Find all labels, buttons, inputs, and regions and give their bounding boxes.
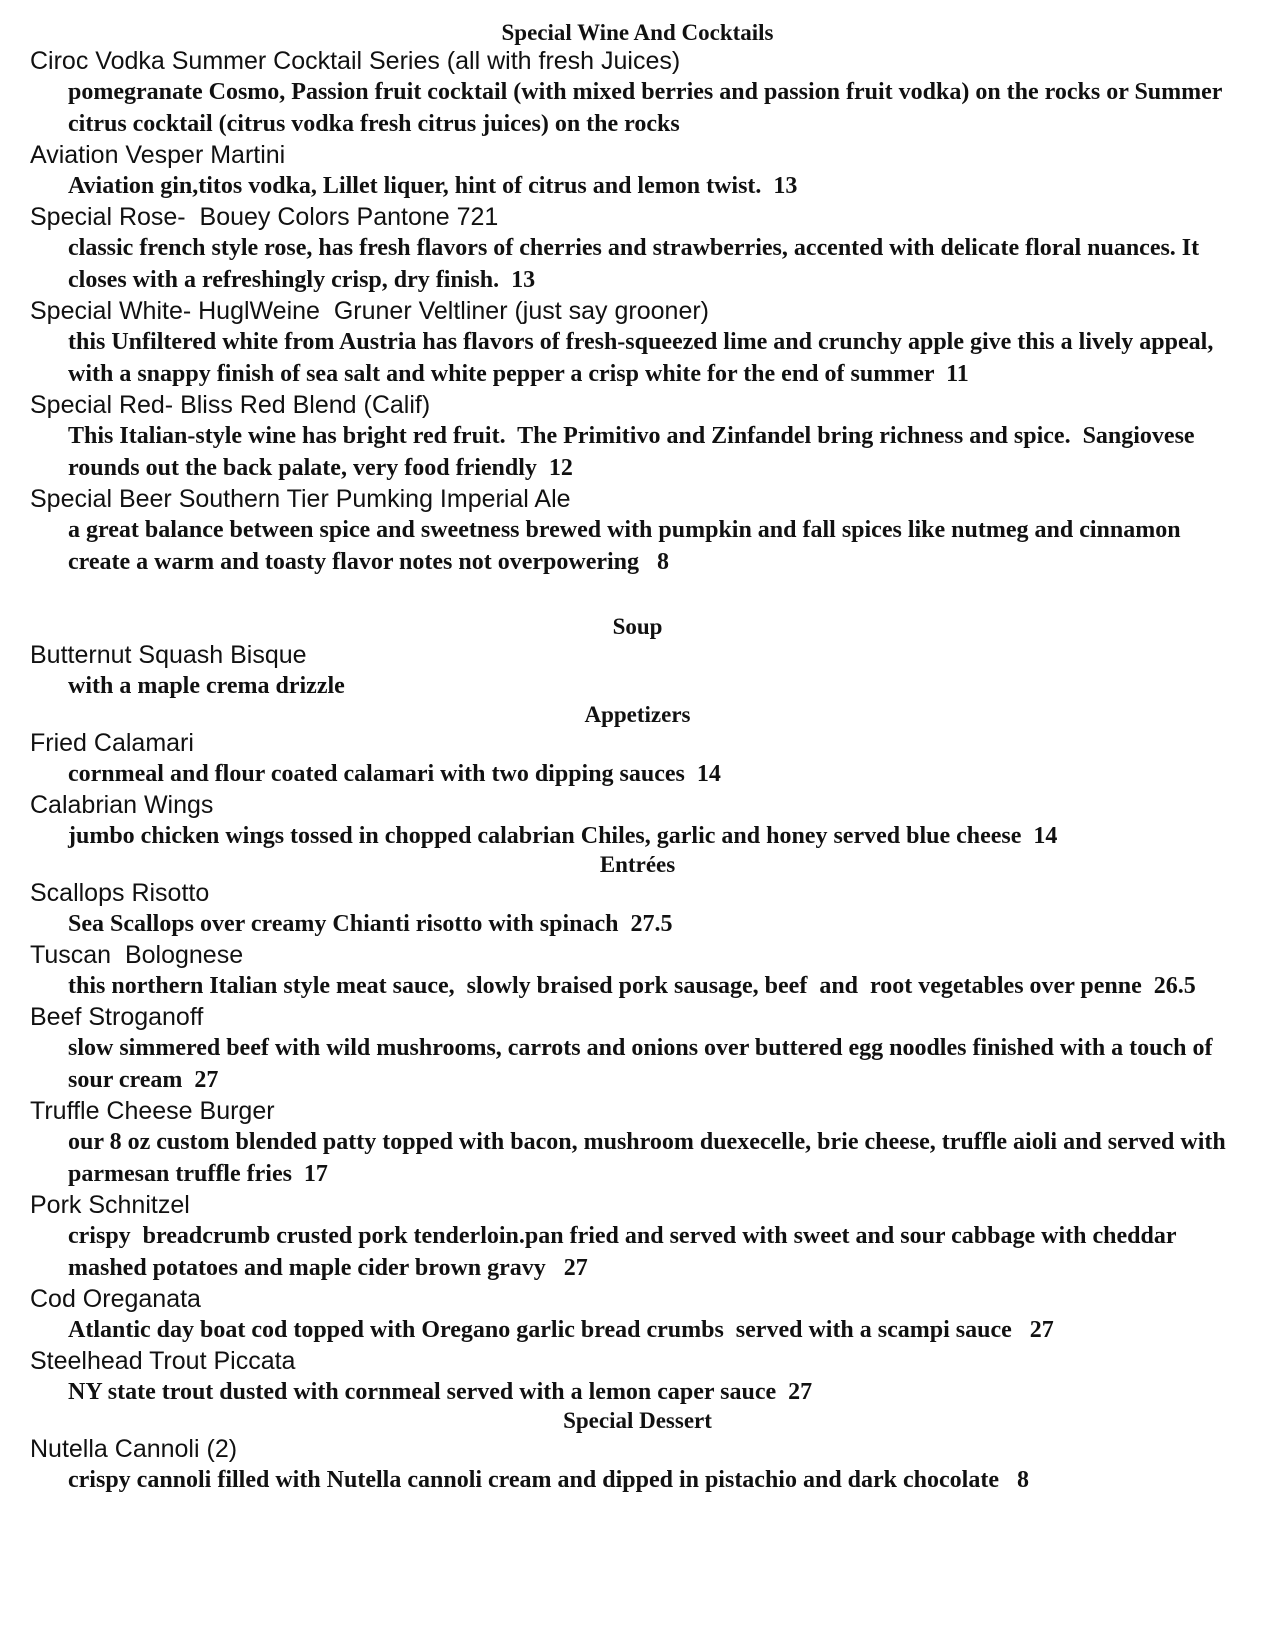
item-description: a great balance between spice and sweetness brewed with pumpkin and fall spices like nutmeg and cinnamon create a warm and toasty flavor notes not overpowering 8 [68,517,1193,575]
menu-item [30,728,1245,790]
item-name: Aviation Vesper Martini [30,141,286,169]
item-name: Special Rose- Bouey Colors Pantone 721 [30,203,499,231]
menu-item [30,1434,1245,1496]
item-description: cornmeal and flour coated calamari with two dipping sauces 14 [68,761,721,787]
menu-item [30,1002,1245,1096]
item-name: Scallops Risotto [30,879,210,907]
item-name: Fried Calamari [30,729,194,757]
item-name: Special Beer Southern Tier Pumking Imperial Ale [30,485,571,513]
item-description: our 8 oz custom blended patty topped with bacon, mushroom duexecelle, brie cheese, truffle aioli and served with parmesan truffle fries 17 [68,1129,1232,1187]
menu-item [30,1284,1245,1346]
appetizers-section [30,702,1245,852]
wine-section [30,20,1245,578]
item-description: slow simmered beef with wild mushrooms, carrots and onions over buttered egg noodles finished with a touch of sour cream 27 [68,1035,1219,1093]
menu-item [30,296,1245,390]
soup-section [30,614,1245,702]
menu-item [30,640,1245,702]
item-description: This Italian-style wine has bright red fruit. The Primitivo and Zinfandel bring richness and spice. Sangiovese rounds out the back palate, very food friendly 12 [68,423,1201,481]
item-name: Pork Schnitzel [30,1191,190,1219]
item-name: Nutella Cannoli (2) [30,1435,238,1463]
item-description: Aviation gin,titos vodka, Lillet liquer, hint of citrus and lemon twist. 13 [68,173,798,199]
section-spacer [30,578,1245,614]
item-name: Ciroc Vodka Summer Cocktail Series (all with fresh Juices) [30,47,681,75]
item-description: this Unfiltered white from Austria has flavors of fresh-squeezed lime and crunchy apple give this a lively appeal, with a snappy finish of sea salt and white pepper a crisp white for the end of summer 11 [68,329,1220,387]
menu-item [30,940,1245,1002]
item-name: Cod Oreganata [30,1285,201,1313]
item-description: NY state trout dusted with cornmeal served with a lemon caper sauce 27 [68,1379,813,1405]
menu-item [30,1096,1245,1190]
menu-item [30,202,1245,296]
item-description: this northern Italian style meat sauce, slowly braised pork sausage, beef and root vegetables over penne 26.5 [68,973,1196,999]
item-name: Steelhead Trout Piccata [30,1347,296,1375]
menu-item [30,390,1245,484]
section-title-appetizers: Appetizers [584,702,691,727]
section-title-wine: Special Wine And Cocktails [501,20,774,45]
menu-item [30,46,1245,140]
item-name: Beef Stroganoff [30,1003,204,1031]
item-name: Butternut Squash Bisque [30,641,307,669]
item-description: with a maple crema drizzle [68,673,345,699]
item-description: pomegranate Cosmo, Passion fruit cocktail (with mixed berries and passion fruit vodka) on the rocks or Summer citrus cocktail (citrus vodka fresh citrus juices) on the rocks [68,79,1228,137]
item-name: Special White- HuglWeine Gruner Veltliner (just say grooner) [30,297,709,325]
item-description: classic french style rose, has fresh flavors of cherries and strawberries, accented with delicate floral nuances. It closes with a refreshingly crisp, dry finish. 13 [68,235,1206,293]
item-name: Truffle Cheese Burger [30,1097,275,1125]
menu-item [30,878,1245,940]
item-description: Atlantic day boat cod topped with Oregano garlic bread crumbs served with a scampi sauce 27 [68,1317,1054,1343]
item-description: crispy breadcrumb crusted pork tenderloin.pan fried and served with sweet and sour cabbage with cheddar mashed potatoes and maple cider brown gravy 27 [68,1223,1183,1281]
section-title-soup: Soup [612,614,663,639]
section-title-entrees: Entrées [599,852,676,877]
entrees-section [30,852,1245,1408]
item-description: crispy cannoli filled with Nutella cannoli cream and dipped in pistachio and dark chocolate 8 [68,1467,1029,1493]
menu-item [30,790,1245,852]
dessert-section [30,1408,1245,1496]
item-description: Sea Scallops over creamy Chianti risotto with spinach 27.5 [68,911,673,937]
menu-item [30,140,1245,202]
menu-item [30,484,1245,578]
item-name: Calabrian Wings [30,791,214,819]
item-description: jumbo chicken wings tossed in chopped calabrian Chiles, garlic and honey served blue cheese 14 [68,823,1058,849]
menu-item [30,1190,1245,1284]
item-name: Special Red- Bliss Red Blend (Calif) [30,391,431,419]
section-title-dessert: Special Dessert [563,1408,712,1433]
menu-item [30,1346,1245,1408]
item-name: Tuscan Bolognese [30,941,244,969]
